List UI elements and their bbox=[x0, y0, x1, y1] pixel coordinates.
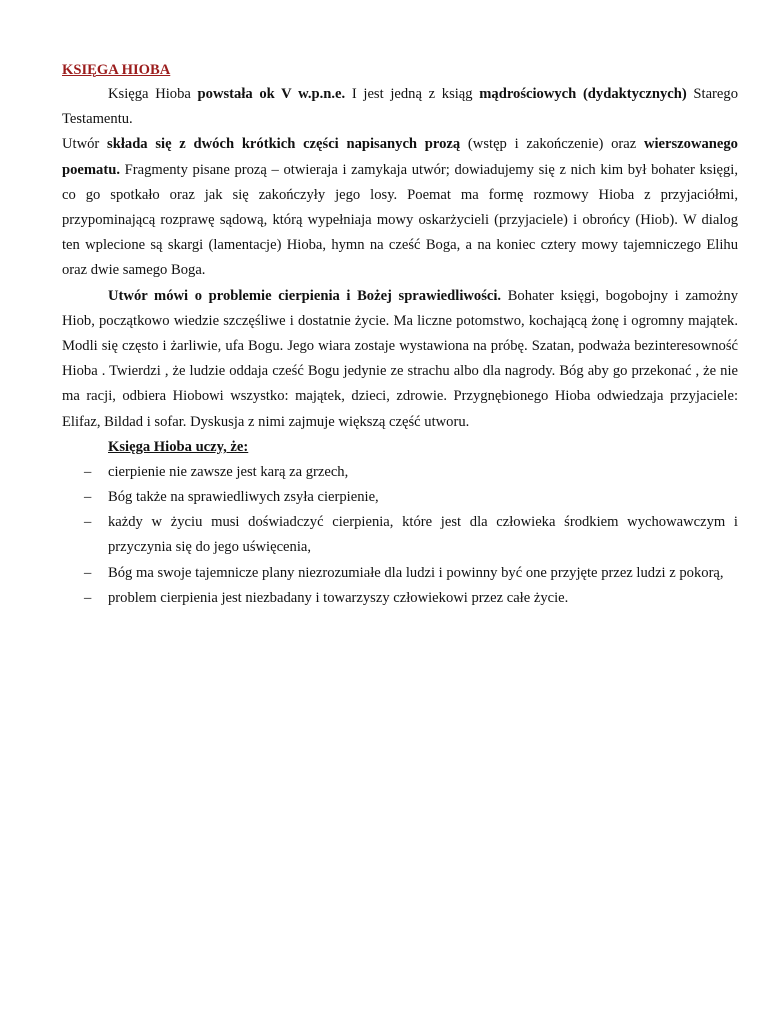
bold-run: Utwór mówi o problemie cierpienia i Bożej sprawiedliwości. bbox=[108, 287, 502, 304]
text-run: Bohater księgi, bogobojny i zamożny Hiob, początkowo wiedzie szczęśliwe i dostatnie życie. Ma liczne potomstwo, kochającą żonę i ogromny majątek. Modli się często i żarliwie, ufa Bogu. Jego wiara zostaje wystawiona na próbę. Szatan, podważa bezinteresowność Hioba . Twierdzi , że ludzie oddaja cześć Bogu jedynie ze strachu albo dla nagrody. Bóg aby go przekonać , że nie ma racji, odbiera Hiobowi wszystko: majątek, dzieci, zdrowie. Przygnębionego Hioba odwiedzaja przyjaciele: Elifaz, Bildad i sofar. Dyskusja z nimi zajmuje większą część utworu. bbox=[62, 287, 738, 430]
dash-bullet: – bbox=[84, 514, 92, 531]
document-page bbox=[62, 58, 738, 611]
list-item bbox=[62, 485, 738, 510]
list-item-text: Bóg ma swoje tajemnicze plany niezrozumiałe dla ludzi i powinny być one przyjęte przez ludzi z pokorą, bbox=[108, 564, 724, 581]
paragraph-theme bbox=[62, 284, 738, 435]
dash-bullet: – bbox=[84, 463, 92, 480]
text-run: Fragmenty pisane prozą – otwieraja i zamykaja utwór; dowiadujemy się z nich kim był bohater księgi, co go spotkało oraz jak się zakończyły jego losy. Poemat ma formę rozmowy Hioba z przyjaciółmi, przypominającą rozprawę sądową, którą wypełniaja mowy oskarżycieli (przyjaciele) i obrońcy (Hiob). W dialog ten wplecione są skargi (lamentacje) Hioba, hymn na cześć Boga, a na koniec cztery mowy tajemniczego Elihu oraz dwie samego Boga. bbox=[62, 161, 738, 279]
text-run: Starego Testamentu. bbox=[62, 86, 738, 128]
list-item bbox=[62, 561, 738, 586]
list-item-text: cierpienie nie zawsze jest karą za grzech, bbox=[108, 463, 349, 480]
bold-run: powstała ok V w.p.n.e. bbox=[197, 86, 346, 102]
list-item-text: problem cierpienia jest niezbadany i towarzyszy człowiekowi przez całe życie. bbox=[108, 589, 569, 606]
dash-bullet: – bbox=[84, 564, 92, 581]
document-title: KSIĘGA HIOBA bbox=[62, 62, 171, 78]
text-run: Utwór bbox=[62, 136, 108, 153]
paragraph-origin bbox=[62, 82, 738, 132]
dash-bullet: – bbox=[84, 589, 92, 606]
list-item-text: Bóg także na sprawiedliwych zsyła cierpienie, bbox=[108, 489, 379, 506]
bold-run: mądrościowych (dydaktycznych) bbox=[479, 86, 687, 102]
text-run: Księga Hioba bbox=[108, 86, 198, 102]
text-run: (wstęp i zakończenie) oraz bbox=[460, 136, 644, 153]
list-item bbox=[62, 510, 738, 560]
lessons-list bbox=[62, 460, 738, 611]
list-item bbox=[62, 586, 738, 611]
list-item bbox=[62, 460, 738, 485]
list-item-text: każdy w życiu musi doświadczyć cierpienia, które jest dla człowieka środkiem wychowawczym i przyczynia się do jego uświęcenia, bbox=[108, 514, 738, 556]
bold-run: składa się z dwóch krótkich części napisanych prozą bbox=[107, 136, 461, 153]
lessons-heading: Księga Hioba uczy, że: bbox=[108, 438, 249, 455]
dash-bullet: – bbox=[84, 489, 92, 506]
bold-run: wierszowanego poematu. bbox=[62, 136, 738, 178]
text-run: I jest jedną z ksiąg bbox=[345, 86, 480, 102]
paragraph-structure bbox=[62, 132, 738, 283]
